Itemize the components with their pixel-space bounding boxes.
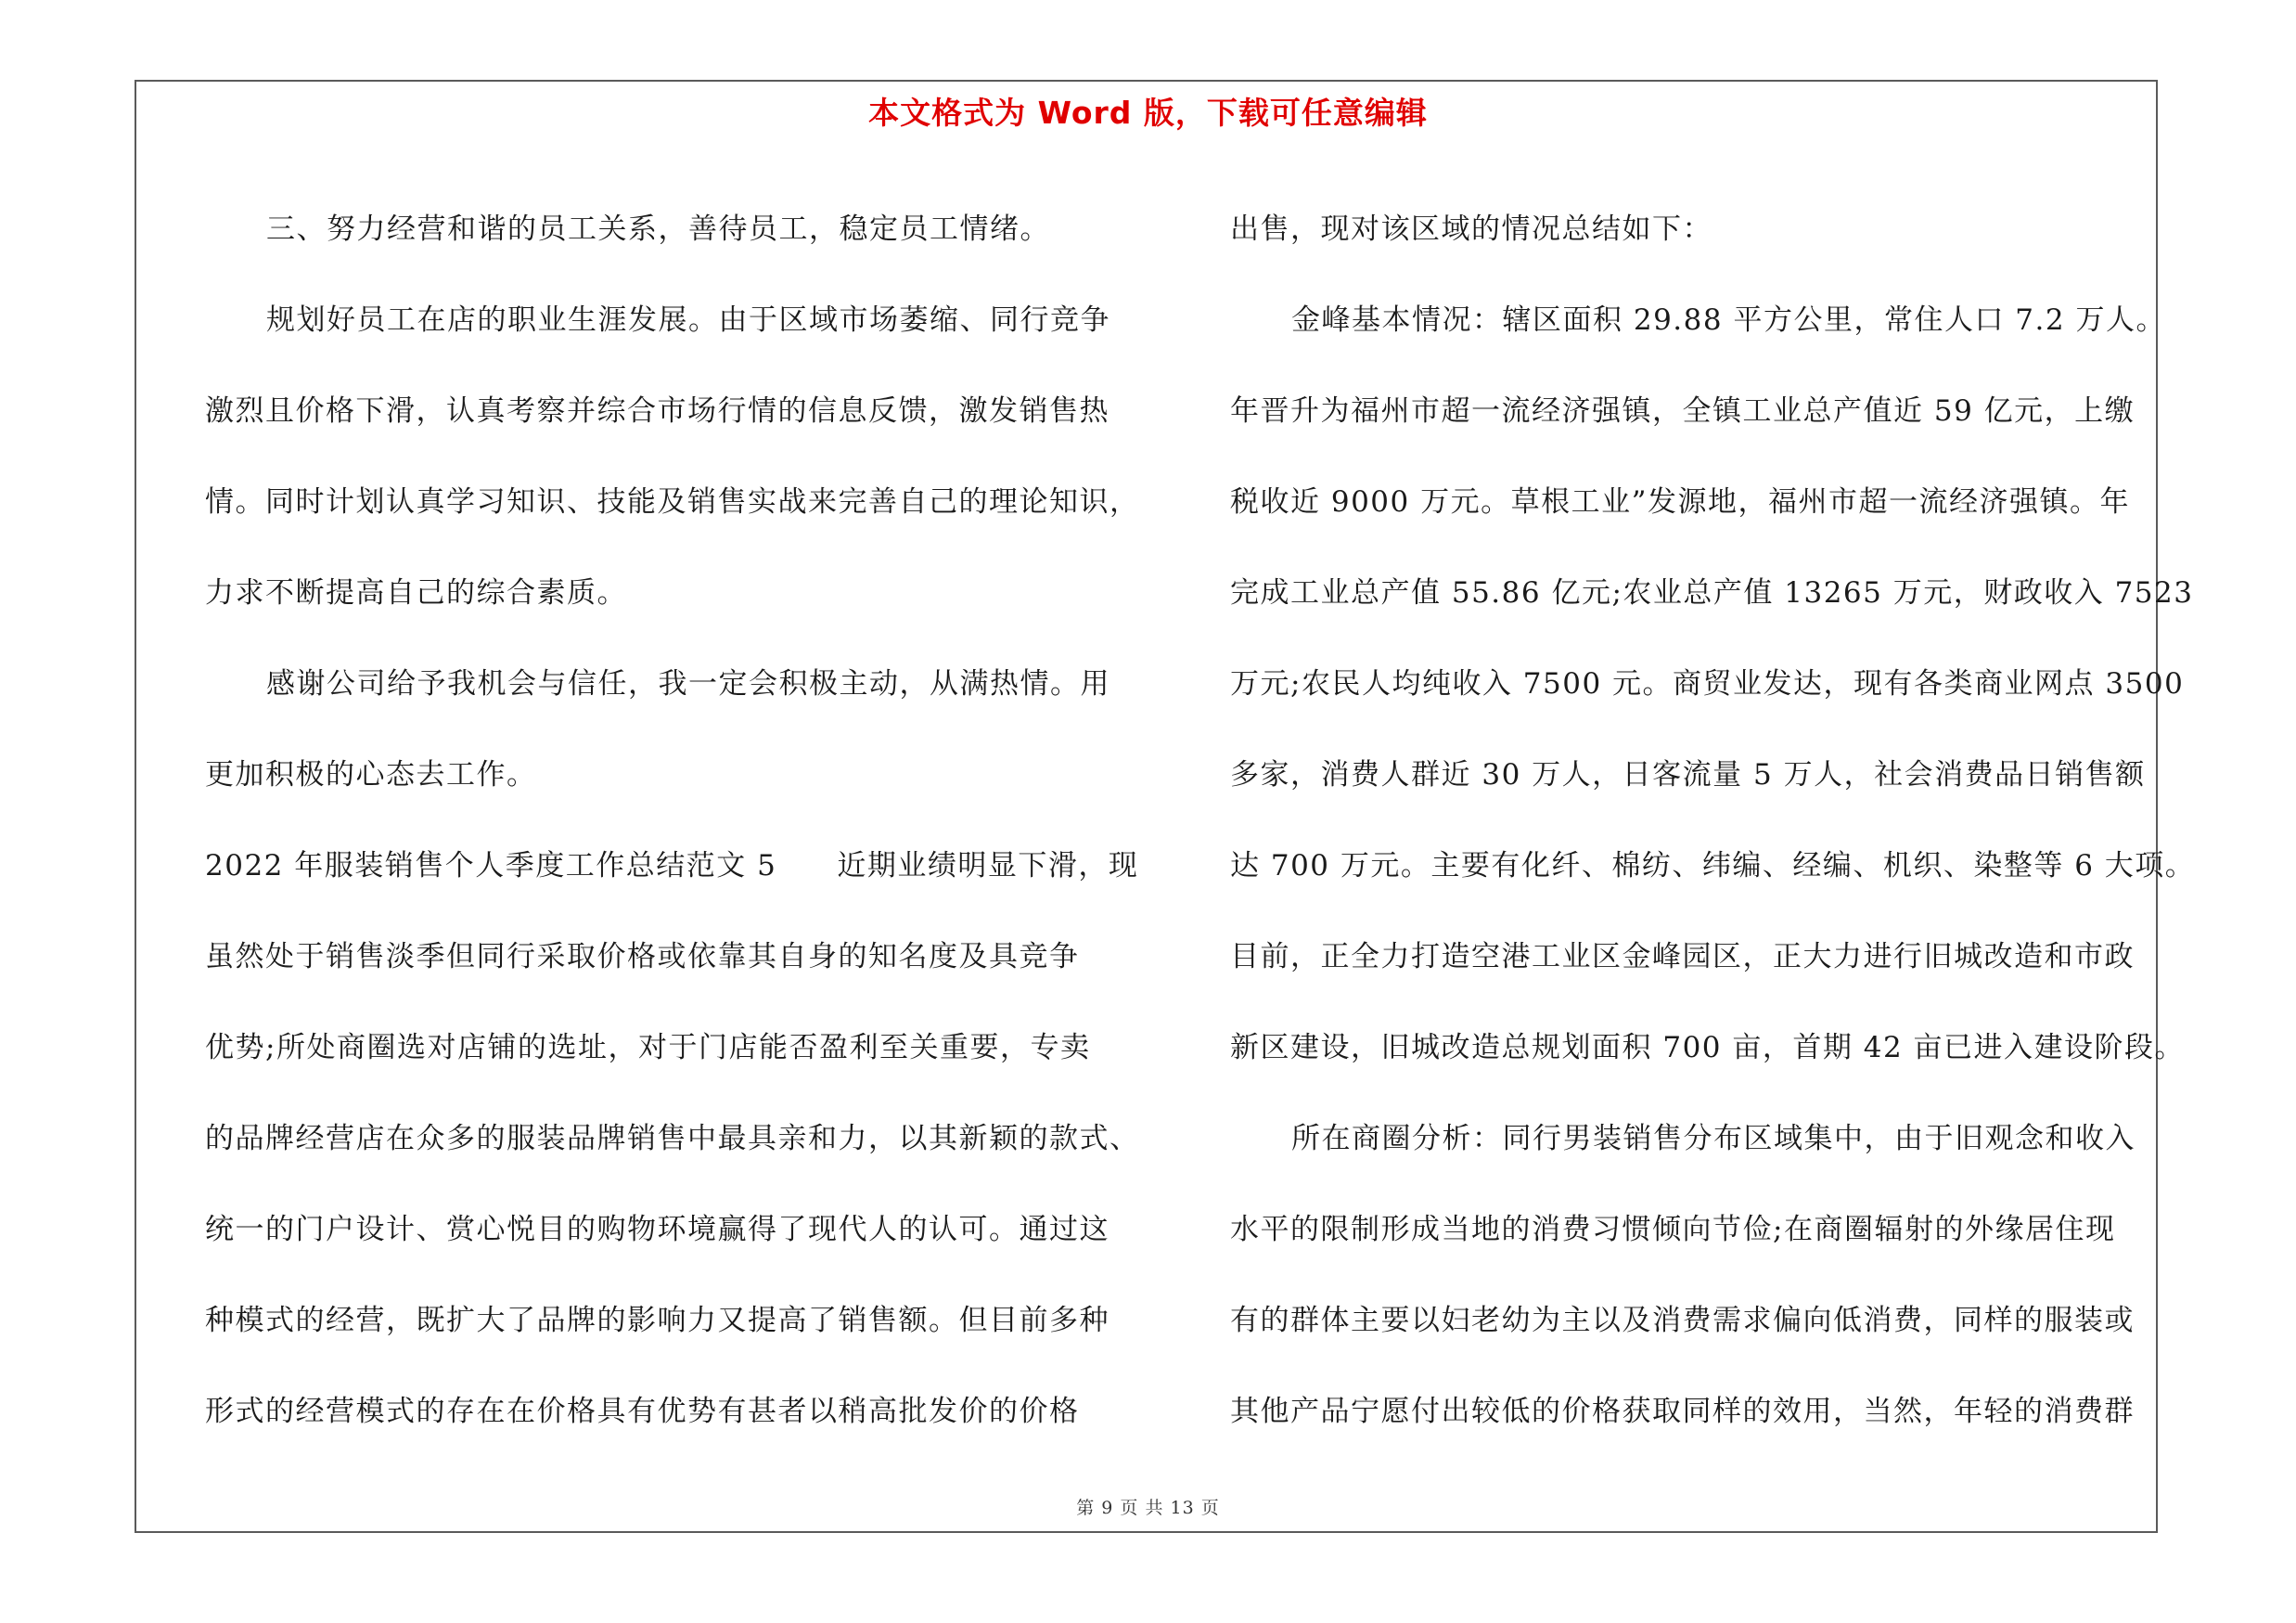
text-line: 统一的门户设计、赏心悦目的购物环境赢得了现代人的认可。通过这 [205,1213,1110,1246]
text-line: 种模式的经营，既扩大了品牌的影响力又提高了销售额。但目前多种 [205,1304,1110,1337]
text-line: 达 700 万元。主要有化纤、棉纺、纬编、经编、机织、染整等 6 大项。 [1230,849,2196,882]
right-text-column [1230,184,2196,1457]
text-line: 情。同时计划认真学习知识、技能及销售实战来完善自己的理论知识， [205,485,1140,519]
text-line: 金峰基本情况：辖区面积 29.88 平方公里，常住人口 7.2 万人。 [1291,303,2166,337]
text-line: 完成工业总产值 55.86 亿元;农业总产值 13265 万元，财政收入 7523 [1230,576,2194,610]
text-line: 更加积极的心态去工作。 [205,758,537,792]
text-line: 目前，正全力打造空港工业区金峰园区，正大力进行旧城改造和市政 [1230,940,2135,973]
text-line: 多家，消费人群近 30 万人，日客流量 5 万人，社会消费品日销售额 [1230,758,2146,792]
text-line: 出售，现对该区域的情况总结如下： [1230,213,1712,246]
text-line: 优势;所处商圈选对店铺的选址，对于门店能否盈利至关重要，专卖 [205,1031,1091,1064]
format-banner: 本文格式为 Word 版，下载可任意编辑 [868,95,1428,131]
text-line: 力求不断提高自己的综合素质。 [205,576,627,610]
text-line: 形式的经营模式的存在在价格具有优势有甚者以稍高批发价的价格 [205,1395,1080,1428]
text-line: 规划好员工在店的职业生涯发展。由于区域市场萎缩、同行竞争 [266,303,1110,337]
text-line: 年晋升为福州市超一流经济强镇，全镇工业总产值近 59 亿元，上缴 [1230,394,2136,428]
text-line: 其他产品宁愿付出较低的价格获取同样的效用，当然，年轻的消费群 [1230,1395,2135,1428]
left-text-column [205,184,1142,1457]
text-line: 虽然处于销售淡季但同行采取价格或依靠其自身的知名度及具竞争 [205,940,1080,973]
text-line: 水平的限制形成当地的消费习惯倾向节俭;在商圈辐射的外缘居住现 [1230,1213,2116,1246]
text-line: 所在商圈分析：同行男装销售分布区域集中，由于旧观念和收入 [1291,1122,2136,1155]
page-footer: 第 9 页 共 13 页 [1076,1498,1220,1518]
text-line: 激烈且价格下滑，认真考察并综合市场行情的信息反馈，激发销售热 [205,394,1110,428]
text-line: 感谢公司给予我机会与信任，我一定会积极主动，从满热情。用 [266,667,1110,701]
text-line: 有的群体主要以妇老幼为主以及消费需求偏向低消费，同样的服装或 [1230,1304,2135,1337]
text-line: 税收近 9000 万元。草根工业”发源地，福州市超一流经济强镇。年 [1230,485,2130,519]
text-line: 新区建设，旧城改造总规划面积 700 亩，首期 42 亩已进入建设阶段。 [1230,1031,2186,1064]
text-line: 三、努力经营和谐的员工关系，善待员工，稳定员工情绪。 [266,213,1050,246]
text-line: 2022 年服装销售个人季度工作总结范文 5 近期业绩明显下滑，现 [205,849,1139,882]
text-line: 万元;农民人均纯收入 7500 元。商贸业发达，现有各类商业网点 3500 [1230,667,2185,701]
text-line: 的品牌经营店在众多的服装品牌销售中最具亲和力，以其新颖的款式、 [205,1122,1140,1155]
